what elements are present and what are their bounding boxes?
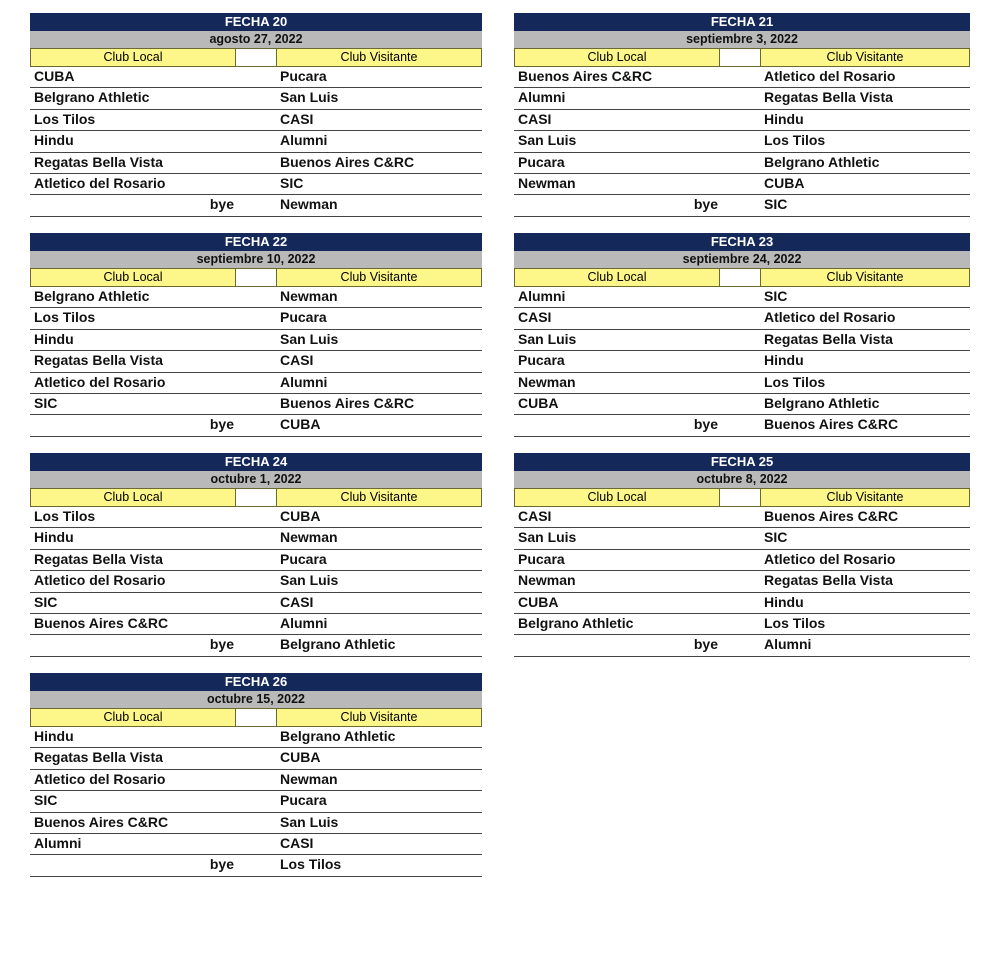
home-team: Atletico del Rosario [34, 770, 166, 787]
match-row [514, 507, 970, 528]
match-row [30, 727, 482, 748]
away-team: Los Tilos [764, 132, 826, 149]
match-row [30, 550, 482, 571]
header-club-local: Club Local [30, 708, 236, 727]
away-team: Belgrano Athletic [764, 394, 880, 411]
home-team: CASI [518, 309, 552, 326]
away-team: Atletico del Rosario [764, 68, 896, 84]
match-row [30, 153, 482, 174]
header-club-visitante: Club Visitante [276, 268, 482, 287]
fixture-date: septiembre 24, 2022 [514, 251, 970, 268]
fixture-date: octubre 1, 2022 [30, 471, 482, 488]
away-team: CUBA [280, 749, 321, 766]
column-header-row [514, 48, 970, 67]
match-row [30, 373, 482, 394]
match-row [514, 88, 970, 109]
match-row [30, 330, 482, 351]
bye-label: bye [693, 196, 718, 213]
match-row [30, 813, 482, 834]
away-team: SIC [764, 288, 788, 304]
home-team: Hindu [34, 132, 74, 149]
away-team: Pucara [280, 550, 327, 567]
match-row [30, 110, 482, 131]
match-row [514, 131, 970, 152]
fixture-date: septiembre 10, 2022 [30, 251, 482, 268]
home-team: SIC [34, 593, 58, 610]
away-team: Alumni [280, 373, 328, 390]
away-team: CASI [280, 352, 314, 369]
fixture-title: FECHA 21 [514, 13, 970, 31]
fixture-date: agosto 27, 2022 [30, 31, 482, 48]
match-row [30, 748, 482, 769]
home-team: San Luis [518, 330, 577, 347]
home-team: Alumni [34, 834, 82, 851]
match-row [30, 791, 482, 812]
home-team: Alumni [518, 89, 566, 106]
header-gap [236, 48, 276, 67]
match-row [30, 614, 482, 635]
bye-label: bye [693, 416, 718, 433]
home-team: Atletico del Rosario [34, 373, 166, 390]
away-team: Hindu [764, 352, 804, 369]
home-team: CUBA [518, 394, 559, 411]
match-row [30, 571, 482, 592]
bye-row [514, 195, 970, 216]
away-team: Alumni [280, 614, 328, 631]
away-team: CASI [280, 110, 314, 127]
away-team: Alumni [280, 132, 328, 149]
home-team: Hindu [34, 728, 74, 744]
away-team: Belgrano Athletic [280, 728, 396, 744]
home-team: Newman [518, 174, 576, 191]
match-row [514, 330, 970, 351]
home-team: Hindu [34, 330, 74, 347]
header-club-local: Club Local [30, 48, 236, 67]
header-gap [236, 488, 276, 507]
fixture-title: FECHA 20 [30, 13, 482, 31]
header-gap [720, 268, 760, 287]
header-club-local: Club Local [30, 268, 236, 287]
column-header-row [514, 488, 970, 507]
fixture-table [30, 233, 482, 437]
match-row [30, 507, 482, 528]
away-team: CASI [280, 593, 314, 610]
bye-label: bye [209, 856, 234, 873]
bye-team: Belgrano Athletic [280, 636, 396, 653]
match-row [514, 67, 970, 88]
bye-label: bye [693, 636, 718, 653]
bye-label: bye [209, 636, 234, 653]
home-team: Regatas Bella Vista [34, 153, 163, 170]
match-row [30, 528, 482, 549]
column-header-row [30, 268, 482, 287]
bye-row [30, 195, 482, 216]
away-team: Buenos Aires C&RC [280, 394, 415, 411]
fixture-table [514, 453, 970, 657]
header-club-visitante: Club Visitante [760, 48, 970, 67]
fixture-table [514, 233, 970, 437]
match-row [514, 571, 970, 592]
home-team: Belgrano Athletic [34, 89, 150, 106]
fixture-table [30, 673, 482, 877]
away-team: Pucara [280, 792, 327, 809]
match-row [30, 351, 482, 372]
away-team: Newman [280, 770, 338, 787]
home-team: SIC [34, 394, 58, 411]
away-team: Atletico del Rosario [764, 309, 896, 326]
bye-row [30, 415, 482, 436]
bye-team: SIC [764, 196, 788, 213]
match-row [30, 287, 482, 308]
match-row [514, 351, 970, 372]
match-row [514, 394, 970, 415]
header-club-local: Club Local [514, 48, 720, 67]
home-team: Los Tilos [34, 309, 96, 326]
fixture-title: FECHA 22 [30, 233, 482, 251]
match-row [30, 308, 482, 329]
bye-row [30, 635, 482, 656]
header-club-visitante: Club Visitante [276, 708, 482, 727]
home-team: Atletico del Rosario [34, 572, 166, 589]
home-team: Regatas Bella Vista [34, 550, 163, 567]
match-row [514, 550, 970, 571]
away-team: Regatas Bella Vista [764, 572, 893, 589]
match-row [30, 770, 482, 791]
away-team: Hindu [764, 593, 804, 610]
match-row [514, 110, 970, 131]
away-team: Newman [280, 288, 338, 304]
fixture-table [514, 13, 970, 217]
match-row [514, 174, 970, 195]
bye-team: Los Tilos [280, 856, 342, 873]
home-team: Atletico del Rosario [34, 174, 166, 191]
home-team: Regatas Bella Vista [34, 749, 163, 766]
home-team: Regatas Bella Vista [34, 352, 163, 369]
header-club-visitante: Club Visitante [276, 488, 482, 507]
away-team: San Luis [280, 330, 339, 347]
match-row [30, 394, 482, 415]
away-team: Buenos Aires C&RC [280, 153, 415, 170]
away-team: SIC [280, 174, 304, 191]
home-team: Buenos Aires C&RC [518, 68, 653, 84]
match-row [514, 614, 970, 635]
match-row [30, 131, 482, 152]
away-team: Hindu [764, 110, 804, 127]
header-gap [236, 708, 276, 727]
match-row [30, 88, 482, 109]
bye-team: Newman [280, 196, 338, 213]
home-team: San Luis [518, 529, 577, 546]
away-team: Los Tilos [764, 373, 826, 390]
match-row [514, 373, 970, 394]
match-row [30, 593, 482, 614]
away-team: CUBA [280, 508, 321, 524]
bye-team: Buenos Aires C&RC [764, 416, 899, 433]
home-team: Newman [518, 373, 576, 390]
bye-team: CUBA [280, 416, 321, 433]
away-team: Los Tilos [764, 614, 826, 631]
fixture-date: octubre 15, 2022 [30, 691, 482, 708]
fixture-title: FECHA 26 [30, 673, 482, 691]
home-team: CASI [518, 110, 552, 127]
bye-row [30, 855, 482, 876]
home-team: Alumni [518, 288, 566, 304]
header-club-local: Club Local [514, 488, 720, 507]
bye-team: Alumni [764, 636, 812, 653]
home-team: CASI [518, 508, 552, 524]
home-team: Los Tilos [34, 110, 96, 127]
match-row [30, 834, 482, 855]
home-team: Buenos Aires C&RC [34, 614, 169, 631]
home-team: Buenos Aires C&RC [34, 813, 169, 830]
away-team: CASI [280, 834, 314, 851]
match-row [514, 528, 970, 549]
column-header-row [30, 48, 482, 67]
match-row [30, 67, 482, 88]
fixture-table [30, 453, 482, 657]
header-club-visitante: Club Visitante [276, 48, 482, 67]
fixture-date: octubre 8, 2022 [514, 471, 970, 488]
home-team: Newman [518, 572, 576, 589]
away-team: San Luis [280, 572, 339, 589]
away-team: Newman [280, 529, 338, 546]
fixture-table [30, 13, 482, 217]
header-gap [720, 488, 760, 507]
header-gap [720, 48, 760, 67]
away-team: Pucara [280, 309, 327, 326]
fixture-title: FECHA 23 [514, 233, 970, 251]
match-row [514, 153, 970, 174]
match-row [514, 593, 970, 614]
home-team: SIC [34, 792, 58, 809]
away-team: Regatas Bella Vista [764, 89, 893, 106]
away-team: San Luis [280, 813, 339, 830]
home-team: Pucara [518, 550, 565, 567]
away-team: CUBA [764, 174, 805, 191]
home-team: Belgrano Athletic [34, 288, 150, 304]
bye-row [514, 635, 970, 656]
home-team: San Luis [518, 132, 577, 149]
column-header-row [30, 488, 482, 507]
home-team: CUBA [34, 68, 75, 84]
fixture-title: FECHA 24 [30, 453, 482, 471]
header-club-visitante: Club Visitante [760, 268, 970, 287]
home-team: Pucara [518, 153, 565, 170]
column-header-row [30, 708, 482, 727]
header-club-visitante: Club Visitante [760, 488, 970, 507]
home-team: Hindu [34, 529, 74, 546]
match-row [514, 308, 970, 329]
match-row [514, 287, 970, 308]
bye-label: bye [209, 416, 234, 433]
away-team: Pucara [280, 68, 327, 84]
away-team: Regatas Bella Vista [764, 330, 893, 347]
bye-label: bye [209, 196, 234, 213]
home-team: Pucara [518, 352, 565, 369]
home-team: CUBA [518, 593, 559, 610]
match-row [30, 174, 482, 195]
away-team: Belgrano Athletic [764, 153, 880, 170]
home-team: Belgrano Athletic [518, 614, 634, 631]
header-club-local: Club Local [30, 488, 236, 507]
header-club-local: Club Local [514, 268, 720, 287]
column-header-row [514, 268, 970, 287]
bye-row [514, 415, 970, 436]
fixture-title: FECHA 25 [514, 453, 970, 471]
away-team: San Luis [280, 89, 339, 106]
header-gap [236, 268, 276, 287]
away-team: Buenos Aires C&RC [764, 508, 899, 524]
home-team: Los Tilos [34, 508, 96, 524]
fixture-date: septiembre 3, 2022 [514, 31, 970, 48]
away-team: Atletico del Rosario [764, 550, 896, 567]
away-team: SIC [764, 529, 788, 546]
